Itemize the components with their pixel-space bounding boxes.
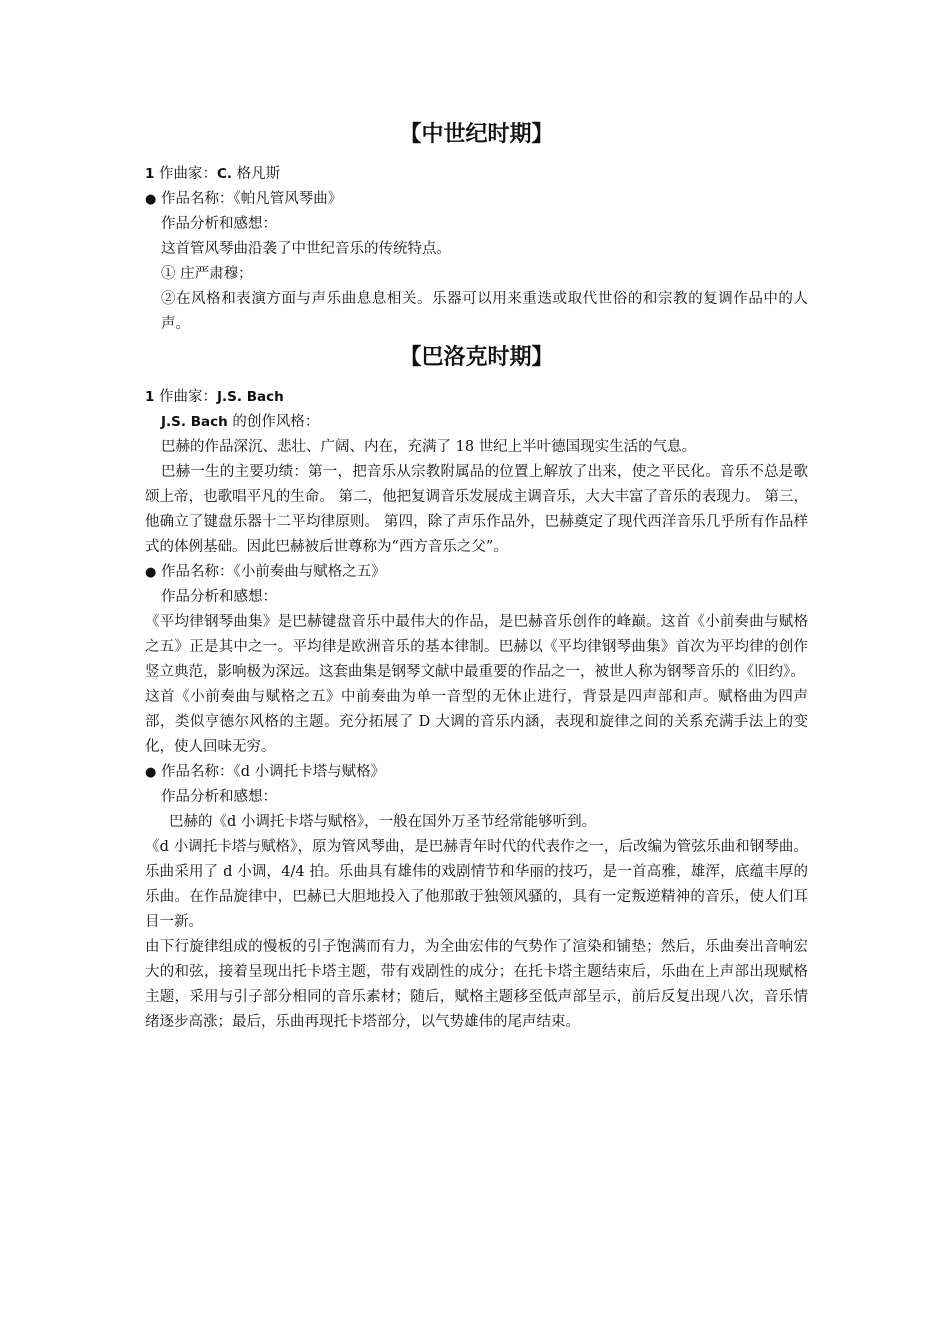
composer-line [145,162,808,187]
bullet-icon: ● [145,565,157,580]
style-composer-name: J.S. Bach [161,414,228,430]
composer-label: 作曲家： [159,166,218,182]
analysis-label: 作品分析和感想： [161,789,277,805]
bullet-icon: ● [145,192,157,207]
composer-name: J.S. Bach [217,389,284,405]
paragraph: 《平均律钢琴曲集》是巴赫键盘音乐中最伟大的作品，是巴赫音乐创作的峰巅。这首《小前奏曲与赋格之五》正是其中之一。平均律是欧洲音乐的基本律制。巴赫以《平均律钢琴曲集》首次为平均律的创作竖立典范，影响极为深远。这套曲集是钢琴文献中最重要的作品之一，被世人称为钢琴音乐的《旧约》。 [145,614,808,680]
style-label: 的创作风格： [232,414,320,430]
work-title: 作品名称：《小前奏曲与赋格之五》 [161,564,386,580]
work-item [145,187,808,212]
bullet-icon: ● [145,765,157,780]
analysis-label: 作品分析和感想： [161,216,277,232]
composer-number: 1 [145,166,155,182]
composer-number: 1 [145,389,155,405]
work-title: 作品名称：《帕凡管风琴曲》 [161,191,343,207]
paragraph: 由下行旋律组成的慢板的引子饱满而有力，为全曲宏伟的气势作了渲染和铺垫；然后，乐曲奏出音响宏大的和弦，接着呈现出托卡塔主题，带有戏剧性的成分；在托卡塔主题结束后，乐曲在上声部出现赋格主题，采用与引子部分相同的音乐素材；随后，赋格主题移至低声部呈示，前后反复出现八次，音乐情绪逐步高涨；最后，乐曲再现托卡塔部分，以气势雄伟的尾声结束。 [145,939,808,1030]
paragraph: 《d 小调托卡塔与赋格》，原为管风琴曲，是巴赫青年时代的代表作之一，后改编为管弦乐曲和钢琴曲。乐曲采用了 d 小调，4/4 拍。乐曲具有雄伟的戏剧情节和华丽的技巧，是一首高雅，雄浑，底蕴丰厚的乐曲。在作品旋律中，巴赫已大胆地投入了他那敢于独领风骚的，具有一定叛逆精神的音乐，使人们耳目一新。 [145,839,808,930]
analysis-label: 作品分析和感想： [161,589,277,605]
work-item [145,760,808,785]
composer-name: C. [217,166,233,182]
composer-label: 作曲家： [159,389,218,405]
paragraph: 这首《小前奏曲与赋格之五》中前奏曲为单一音型的无休止进行，背景是四声部和声。赋格曲为四声部，类似亨德尔风格的主题。充分拓展了 D 大调的音乐内涵，表现和旋律之间的关系充满手法上的变化，使人回味无穷。 [145,689,808,755]
style-heading [145,410,808,435]
section-title-baroque: 【巴洛克时期】 [399,345,554,370]
composer-line [145,385,808,410]
section-title-medieval: 【中世纪时期】 [399,122,554,147]
paragraph: ① 庄严肃穆； [161,266,253,282]
paragraph: 这首管风琴曲沿袭了中世纪音乐的传统特点。 [161,241,451,257]
work-item [145,560,808,585]
work-title: 作品名称：《d 小调托卡塔与赋格》 [161,764,386,780]
paragraph: 巴赫的《d 小调托卡塔与赋格》，一般在国外万圣节经常能够听到。 [169,814,597,830]
paragraph: 巴赫的作品深沉、悲壮、广阔、内在，充满了 18 世纪上半叶德国现实生活的气息。 [161,439,697,455]
paragraph: 巴赫一生的主要功绩：第一，把音乐从宗教附属品的位置上解放了出来，使之平民化。音乐不总是歌颂上帝，也歌唱平凡的生命。 第二，他把复调音乐发展成主调音乐，大大丰富了音乐的表现力。 第三，他确立了键盘乐器十二平均律原则。 第四，除了声乐作品外，巴赫奠定了现代西洋音乐几乎所有作品样式的体例基础。因此巴赫被后世尊称为“西方音乐之父”。 [145,464,808,555]
paragraph: ②在风格和表演方面与声乐曲息息相关。乐器可以用来重迭或取代世俗的和宗教的复调作品中的人声。 [161,291,808,332]
composer-name-rest: 格凡斯 [236,166,281,182]
document-page [145,118,808,1035]
